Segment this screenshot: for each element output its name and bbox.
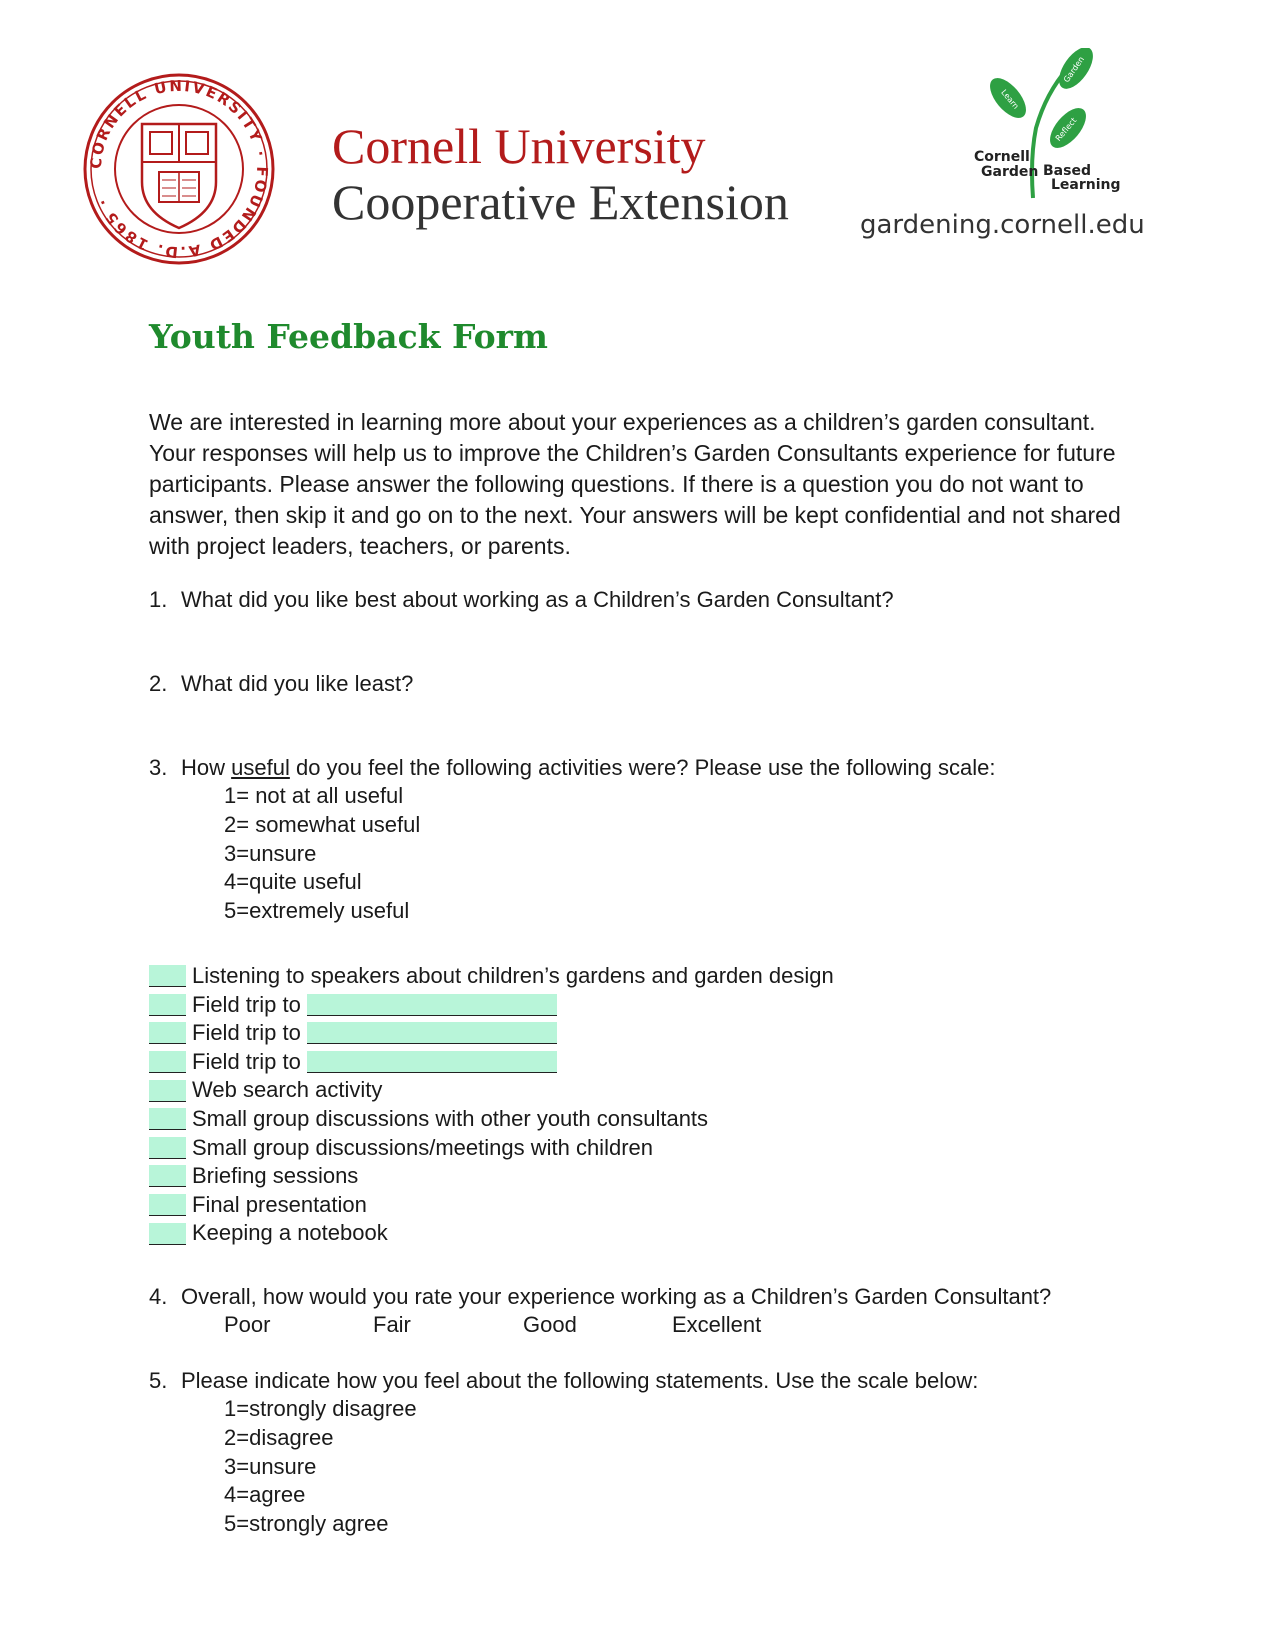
rating-input[interactable] (149, 1080, 186, 1102)
usefulness-scale (224, 782, 420, 926)
svg-text:CORNELL UNIVERSITY · FOUNDED A: CORNELL UNIVERSITY · FOUNDED A.D. 1865 · (86, 76, 272, 262)
rating-option-excellent[interactable]: Excellent (672, 1312, 762, 1337)
question-number: 1. (149, 587, 168, 612)
rating-input[interactable] (149, 1051, 186, 1073)
field-trip-destination-input[interactable] (307, 1022, 557, 1044)
cornell-seal-logo (82, 72, 276, 266)
activity-label: Small group discussions/meetings with children (192, 1134, 653, 1160)
scale-item: 4=agree (224, 1482, 306, 1508)
rating-option-good[interactable]: Good (523, 1312, 577, 1337)
rating-option-poor[interactable]: Poor (224, 1312, 271, 1337)
scale-item: 5=strongly agree (224, 1511, 389, 1537)
activity-row (149, 1162, 834, 1191)
activity-row (149, 1105, 834, 1134)
question-text: Overall, how would you rate your experience working as a Children’s Garden Consultant? (181, 1284, 1052, 1309)
agreement-scale (224, 1395, 417, 1539)
activity-label: Final presentation (192, 1191, 367, 1217)
question-text: What did you like least? (181, 671, 414, 696)
gbl-line-learning: Learning (1051, 177, 1121, 193)
question-3 (149, 754, 995, 782)
rating-option-fair[interactable]: Fair (373, 1312, 411, 1337)
division-name: Cooperative Extension (332, 174, 789, 230)
field-trip-destination-input[interactable] (307, 994, 557, 1016)
scale-item: 2=disagree (224, 1424, 334, 1450)
activity-row (149, 1134, 834, 1163)
question-text-post: do you feel the following activities were? Please use the following scale: (289, 755, 996, 780)
activity-row (149, 991, 834, 1020)
activity-row (149, 1019, 834, 1048)
field-trip-destination-input[interactable] (307, 1051, 557, 1073)
intro-paragraph: We are interested in learning more about your experiences as a children’s garden consultant. Your responses will help us to improve the Children’s Garden Consultants experience for future participants. Please answer the following questions. If there is a question you do not want to answer, then skip it and go on to the next. Your answers will be kept confidential and not shared with project leaders, teachers, or parents. (149, 409, 1121, 559)
activity-row (149, 962, 834, 991)
question-5 (149, 1367, 978, 1395)
university-name: Cornell University (332, 118, 706, 174)
question-1 (149, 586, 894, 614)
question-number: 5. (149, 1368, 168, 1393)
gbl-line-cornell: Cornell (974, 149, 1030, 165)
scale-item: 5=extremely useful (224, 898, 410, 924)
question-text: Please indicate how you feel about the following statements. Use the scale below: (181, 1368, 979, 1393)
activity-label: Small group discussions with other youth consultants (192, 1105, 709, 1131)
leaf-word-reflect: Reflect (1053, 115, 1079, 143)
activity-row (149, 1076, 834, 1105)
rating-input[interactable] (149, 1022, 186, 1044)
rating-input[interactable] (149, 1223, 186, 1245)
rating-input[interactable] (149, 1194, 186, 1216)
activity-label: Field trip to (192, 1048, 301, 1074)
rating-input[interactable] (149, 1165, 186, 1187)
leaf-word-learn: Learn (999, 87, 1021, 111)
question-number: 4. (149, 1284, 168, 1309)
activity-label: Keeping a notebook (192, 1220, 388, 1246)
page-title: Youth Feedback Form (149, 317, 548, 356)
scale-item: 1= not at all useful (224, 783, 404, 808)
scale-item: 3=unsure (224, 1453, 317, 1479)
rating-input[interactable] (149, 994, 186, 1016)
activity-list (149, 962, 834, 1248)
activity-row (149, 1219, 834, 1248)
question-text-pre: How (181, 755, 232, 780)
scale-item: 3=unsure (224, 840, 317, 866)
activity-label: Field trip to (192, 991, 301, 1017)
activity-label: Field trip to (192, 1020, 301, 1046)
scale-item: 4=quite useful (224, 869, 362, 895)
question-text: What did you like best about working as a Children’s Garden Consultant? (181, 587, 894, 612)
activity-row (149, 1191, 834, 1220)
gbl-line-garden: Garden (981, 164, 1039, 180)
question-emphasis: useful (231, 755, 290, 780)
activity-label: Listening to speakers about children’s gardens and garden design (192, 963, 834, 988)
scale-item: 2= somewhat useful (224, 811, 421, 837)
activity-label: Briefing sessions (192, 1163, 359, 1189)
question-4 (149, 1283, 1051, 1311)
activity-label: Web search activity (192, 1077, 383, 1103)
website-url: gardening.cornell.edu (860, 210, 1145, 240)
question-2 (149, 670, 413, 698)
rating-input[interactable] (149, 1137, 186, 1159)
rating-input[interactable] (149, 965, 186, 987)
activity-row (149, 1048, 834, 1077)
question-number: 2. (149, 671, 168, 696)
leaf-word-garden: Garden (1061, 54, 1087, 85)
scale-item: 1=strongly disagree (224, 1396, 417, 1421)
rating-input[interactable] (149, 1108, 186, 1130)
gbl-line-based: Based (1043, 163, 1091, 179)
question-number: 3. (149, 755, 168, 780)
